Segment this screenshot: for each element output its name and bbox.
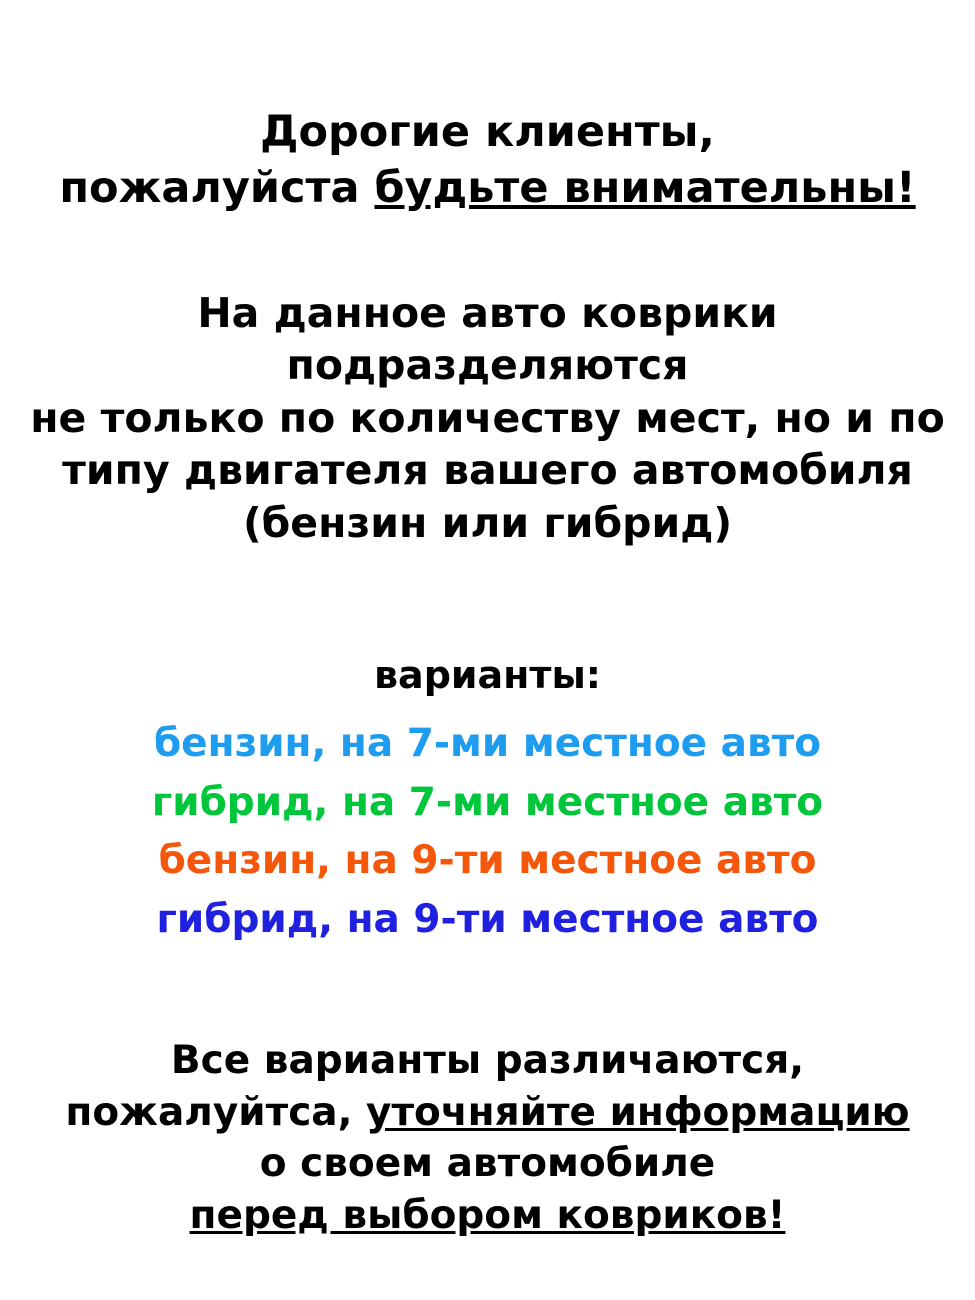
variant-item-2: гибрид, на 7-ми местное авто [151,779,824,825]
body-line-3: типу двигателя вашего автомобиля [62,446,913,495]
variants-list [0,715,975,949]
body-line-2: не только по количеству мест, но и по [30,393,945,442]
footer-line-2 [0,1087,975,1138]
variants-label: варианты: [374,653,601,698]
body-paragraph [0,287,975,549]
footer-line-4 [0,1190,975,1241]
footer-line-4-emphasis: перед выбором ковриков! [189,1192,786,1238]
page-title [0,108,975,214]
title-line-2-emphasis: будьте внимательны! [374,162,916,213]
variant-item-1: бензин, на 7-ми местное авто [153,721,822,767]
title-line-2-prefix: пожалуйста [59,162,375,213]
variant-item-4: гибрид, на 9-ти местное авто [156,896,819,942]
footer-line-2-prefix: пожалуйтса, [65,1089,367,1135]
footer-paragraph [0,1035,975,1241]
footer-line-3: о своем автомобиле [259,1141,716,1187]
body-line-4: (бензин или гибрид) [242,498,733,547]
variant-item-3: бензин, на 9-ти местное авто [158,838,817,884]
title-line-1: Дорогие клиенты, [260,107,715,157]
title-line-2 [0,164,975,214]
footer-line-2-emphasis: уточняйте информацию [366,1089,910,1135]
footer-line-1: Все варианты различаются, [170,1038,805,1084]
body-line-1: На данное авто коврики подразделяются [197,288,778,390]
